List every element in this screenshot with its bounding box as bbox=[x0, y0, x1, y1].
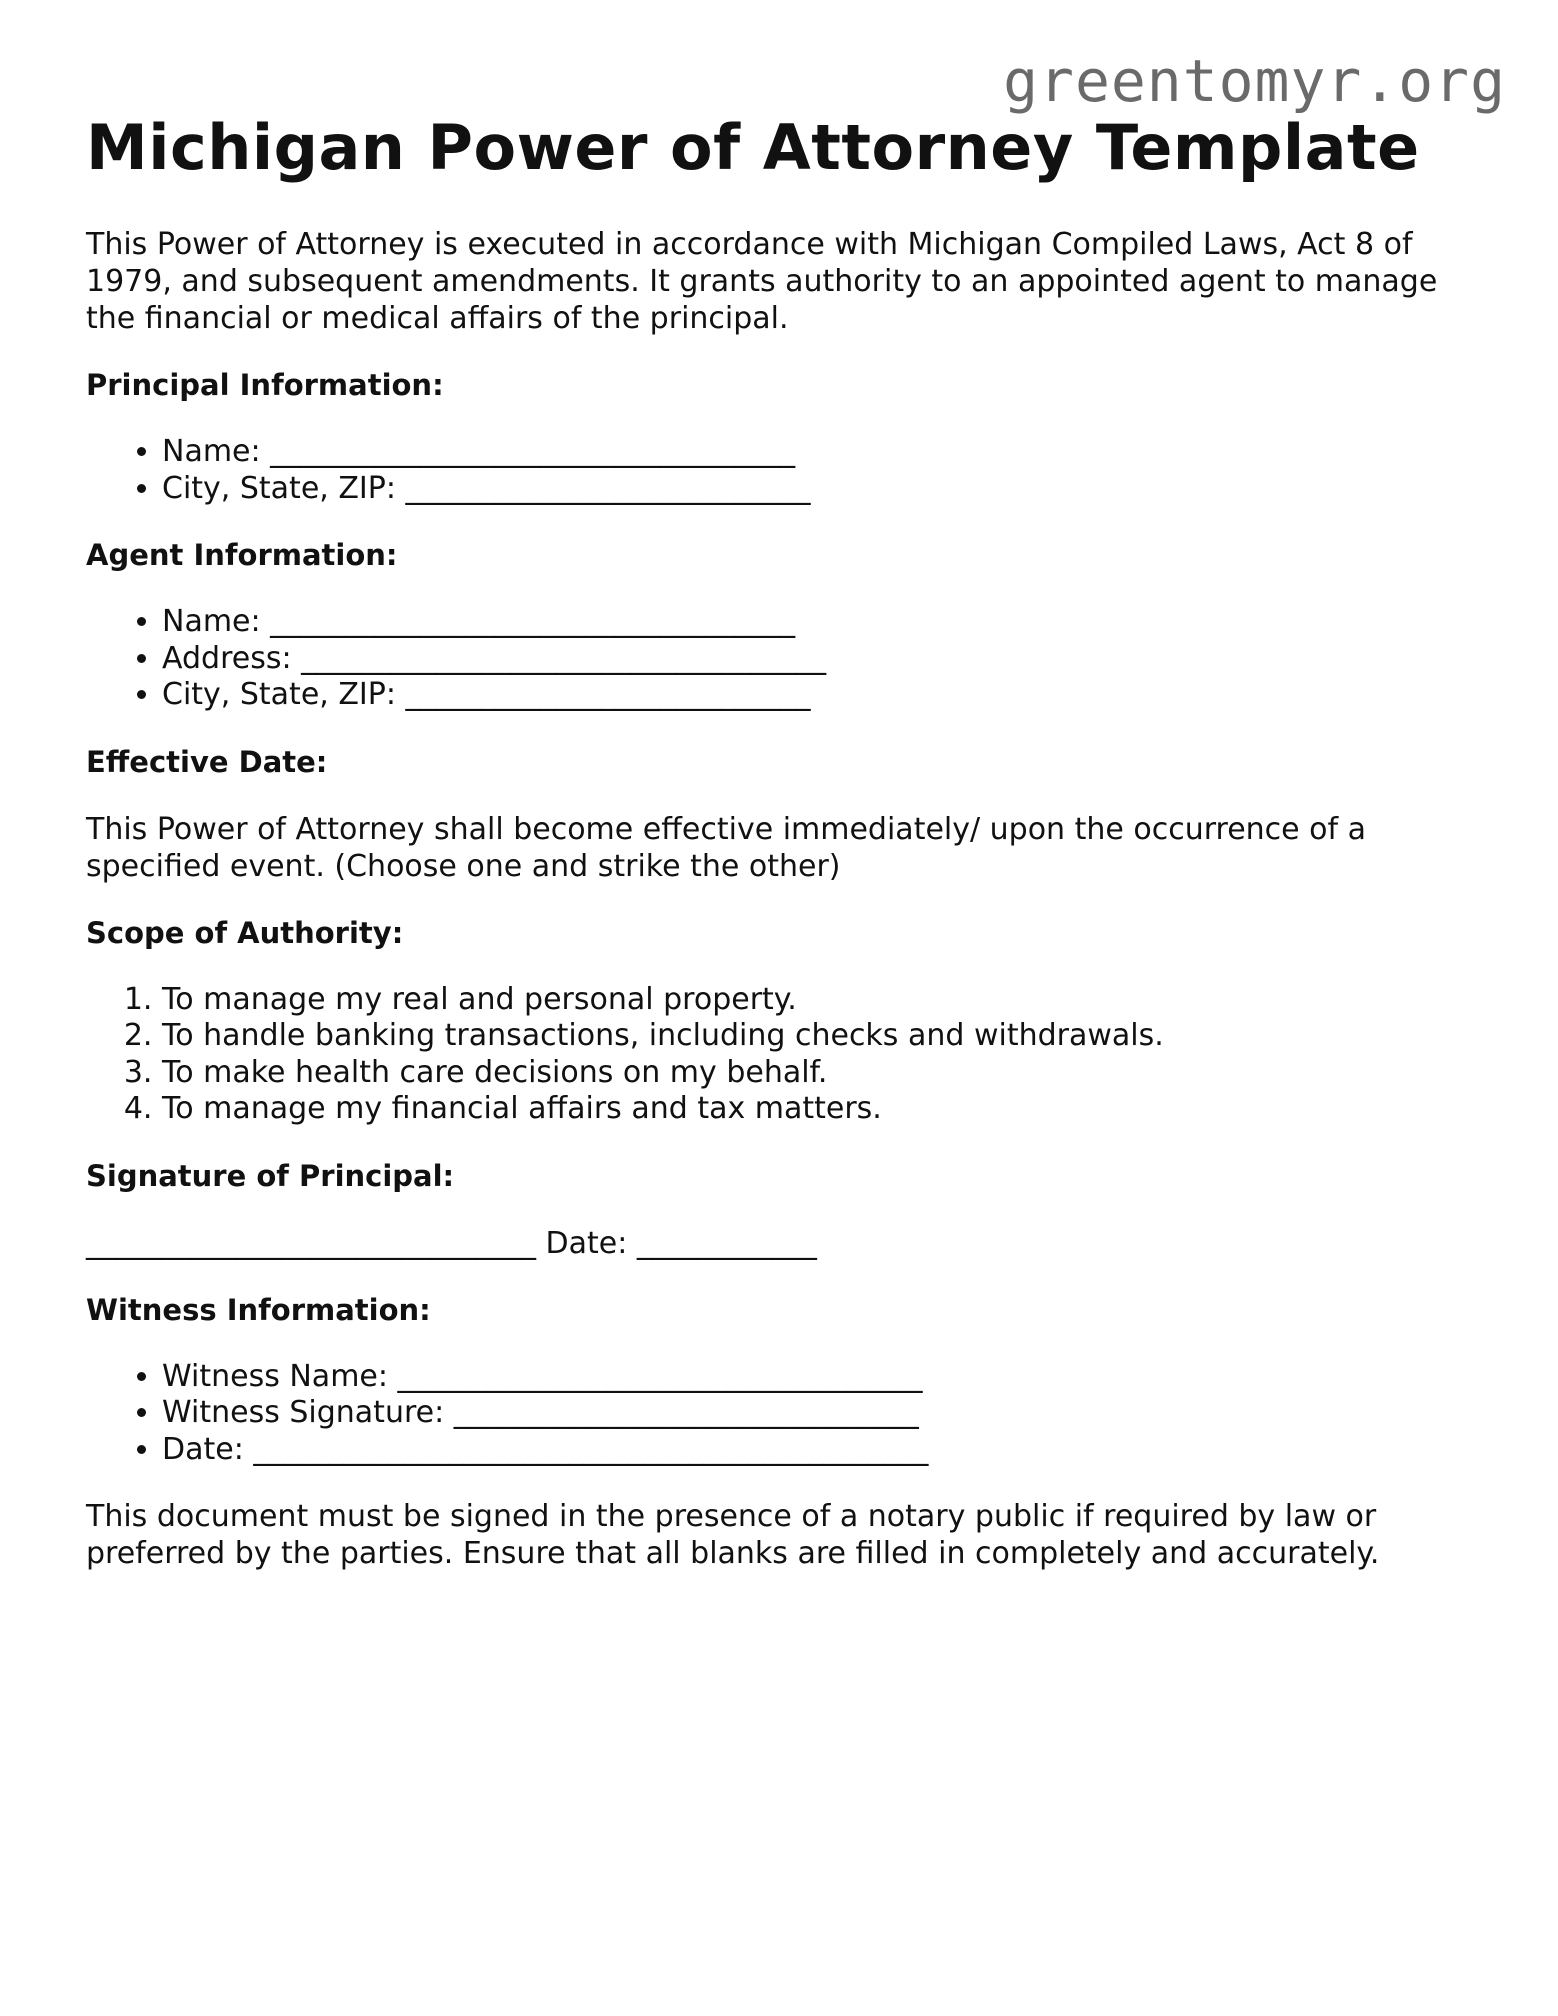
principal-fields-list bbox=[86, 434, 1486, 507]
closing-paragraph: This document must be signed in the presence of a notary public if required by law or preferred by the parties. Ensure that all blanks are filled in completely and accurately. bbox=[86, 1499, 1380, 1571]
principal-city-state-zip-field[interactable]: • City, State, ZIP: ___________________________ bbox=[162, 471, 1486, 508]
scope-item: 1. To manage my real and personal property. bbox=[162, 982, 1486, 1019]
witness-heading: Witness Information: bbox=[86, 1292, 431, 1327]
document-title: Michigan Power of Attorney Template bbox=[86, 111, 1420, 184]
agent-city-state-zip-field[interactable]: • City, State, ZIP: ___________________________ bbox=[162, 677, 1486, 714]
scope-heading: Scope of Authority: bbox=[86, 915, 404, 950]
effective-date-heading: Effective Date: bbox=[86, 744, 328, 779]
site-watermark: greentomyr.org bbox=[1003, 47, 1506, 115]
principal-heading: Principal Information: bbox=[86, 368, 444, 402]
agent-fields-list bbox=[86, 604, 1486, 714]
principal-name-field[interactable]: • Name: ___________________________________ bbox=[162, 434, 1486, 471]
scope-item: 2. To handle banking transactions, including checks and withdrawals. bbox=[162, 1018, 1486, 1055]
principal-signature-date-line[interactable]: ______________________________ Date: ____________ bbox=[86, 1225, 817, 1261]
agent-address-field[interactable]: • Address: ___________________________________ bbox=[162, 641, 1486, 678]
agent-heading: Agent Information: bbox=[86, 538, 398, 572]
scope-item: 4. To manage my financial affairs and tax matters. bbox=[162, 1091, 1486, 1128]
scope-item: 3. To make health care decisions on my behalf. bbox=[162, 1055, 1486, 1092]
witness-signature-field[interactable]: • Witness Signature: _______________________________ bbox=[162, 1395, 1486, 1432]
scope-list bbox=[86, 982, 1486, 1128]
witness-name-field[interactable]: • Witness Name: ___________________________________ bbox=[162, 1359, 1486, 1396]
agent-name-field[interactable]: • Name: ___________________________________ bbox=[162, 604, 1486, 641]
document-body bbox=[86, 108, 1486, 1572]
effective-date-paragraph: This Power of Attorney shall become effective immediately/ upon the occurrence of a specified event. (Choose one and strike the other) bbox=[86, 811, 1367, 884]
witness-fields-list bbox=[86, 1359, 1486, 1469]
witness-date-field[interactable]: • Date: _____________________________________________ bbox=[162, 1432, 1486, 1469]
intro-paragraph: This Power of Attorney is executed in accordance with Michigan Compiled Laws, Act 8 of 1979, and subsequent amendments. It grants authority to an appointed agent to manage the financial or medical affairs of the principal. bbox=[86, 227, 1438, 336]
signature-heading: Signature of Principal: bbox=[86, 1158, 455, 1193]
